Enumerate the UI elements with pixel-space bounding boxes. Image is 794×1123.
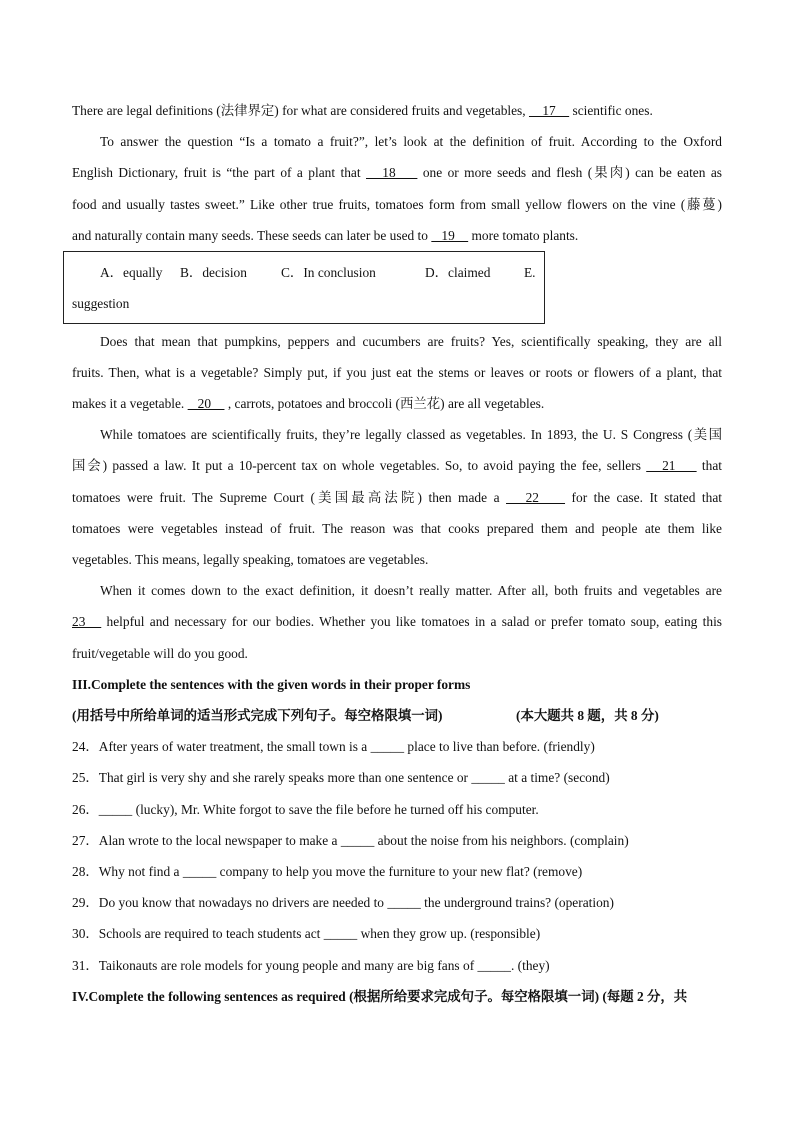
- question-25: 25．That girl is very shy and she rarely speaks more than one sentence or _____ at a time? (second): [72, 770, 610, 785]
- passage-line: fruits. Then, what is a vegetable? Simply put, if you just eat the stems or leaves or roots or flowers of a plant, that: [72, 365, 722, 380]
- section-3-title: III.Complete the sentences with the given words in their proper forms: [72, 677, 471, 692]
- passage-line: To answer the question “Is a tomato a fruit?”, let’s look at the definition of fruit. According to the Oxford: [100, 134, 722, 149]
- question-29: 29．Do you know that nowadays no drivers are needed to _____ the underground trains? (operation): [72, 895, 614, 910]
- question-24: 24．After years of water treatment, the small town is a _____ place to live than before. (friendly): [72, 739, 595, 754]
- text: that: [696, 458, 722, 473]
- text: one or more seeds and flesh (果肉) can be eaten as: [417, 165, 723, 180]
- option-d: D．claimed: [425, 265, 491, 280]
- passage-line: [72, 458, 722, 474]
- passage-line: vegetables. This means, legally speaking, tomatoes are vegetables.: [72, 552, 429, 567]
- text: English Dictionary, fruit is “the part of a plant that: [72, 165, 366, 180]
- question-30: 30．Schools are required to teach students act _____ when they grow up. (responsible): [72, 926, 541, 941]
- passage-line: [72, 165, 722, 181]
- text: , carrots, potatoes and broccoli (西兰花) are all vegetables.: [224, 396, 545, 411]
- passage-line: [72, 228, 722, 244]
- passage-line: [72, 396, 722, 412]
- blank-18[interactable]: 18: [366, 165, 418, 180]
- passage-line: Does that mean that pumpkins, peppers and cucumbers are fruits? Yes, scientifically speaking, they are all: [100, 334, 722, 349]
- option-b: B．decision: [180, 265, 247, 280]
- text: more tomato plants.: [468, 228, 579, 243]
- option-e: E.: [524, 265, 536, 280]
- text: 国会) passed a law. It put a 10-percent tax on whole vegetables. So, to avoid paying the fee, sellers: [72, 458, 647, 473]
- text: scientific ones.: [569, 103, 653, 118]
- text: makes it a vegetable.: [72, 396, 188, 411]
- blank-19[interactable]: 19: [431, 228, 469, 243]
- passage-line: [72, 103, 722, 119]
- text: for the case. It stated that: [565, 490, 722, 505]
- passage-line: While tomatoes are scientifically fruits, they’re legally classed as vegetables. In 1893, the U. S Congress (美国: [100, 427, 722, 442]
- section-3-subtitle: (用括号中所给单词的适当形式完成下列句子。每空格限填一词): [72, 708, 443, 723]
- section-3-score: (本大题共 8 题，共 8 分): [516, 708, 659, 723]
- question-26: 26．_____ (lucky), Mr. White forgot to save the file before he turned off his computer.: [72, 802, 539, 817]
- text: There are legal definitions (法律界定) for what are considered fruits and vegetables,: [72, 103, 529, 118]
- question-28: 28．Why not find a _____ company to help you move the furniture to your new flat? (remove): [72, 864, 583, 879]
- blank-17[interactable]: 17: [528, 103, 570, 118]
- section-3-subtitle-line: [72, 708, 722, 724]
- blank-21[interactable]: 21: [646, 458, 697, 473]
- question-31: 31．Taikonauts are role models for young people and many are big fans of _____. (they): [72, 958, 550, 973]
- passage-line: tomatoes were vegetables instead of fruit. The reason was that cooks prepared them and people ate them like: [72, 521, 722, 536]
- blank-23[interactable]: 23: [72, 614, 102, 629]
- option-c: C．In conclusion: [281, 265, 376, 280]
- blank-22[interactable]: 22: [506, 490, 566, 505]
- question-27: 27．Alan wrote to the local newspaper to make a _____ about the noise from his neighbors. (complain): [72, 833, 629, 848]
- passage-line: When it comes down to the exact definition, it doesn’t really matter. After all, both fruits and vegetables are: [100, 583, 722, 598]
- blank-20[interactable]: 20: [187, 396, 225, 411]
- section-4-title: IV.Complete the following sentences as required (根据所给要求完成句子。每空格限填一词) (每题 2 分，共: [72, 989, 688, 1004]
- text: helpful and necessary for our bodies. Whether you like tomatoes in a salad or prefer tomato soup, eating this: [101, 614, 722, 629]
- text: and naturally contain many seeds. These seeds can later be used to: [72, 228, 432, 243]
- passage-line: [72, 490, 722, 506]
- text: tomatoes were fruit. The Supreme Court (美国最高法院) then made a: [72, 490, 507, 505]
- passage-line: [72, 614, 722, 630]
- word-options-box: [63, 251, 545, 324]
- option-a: A．equally: [100, 265, 163, 280]
- option-e-word: suggestion: [72, 296, 130, 311]
- passage-line: food and usually tastes sweet.” Like other true fruits, tomatoes form from small yellow flowers on the vine (藤蔓): [72, 197, 722, 212]
- passage-line: fruit/vegetable will do you good.: [72, 646, 248, 661]
